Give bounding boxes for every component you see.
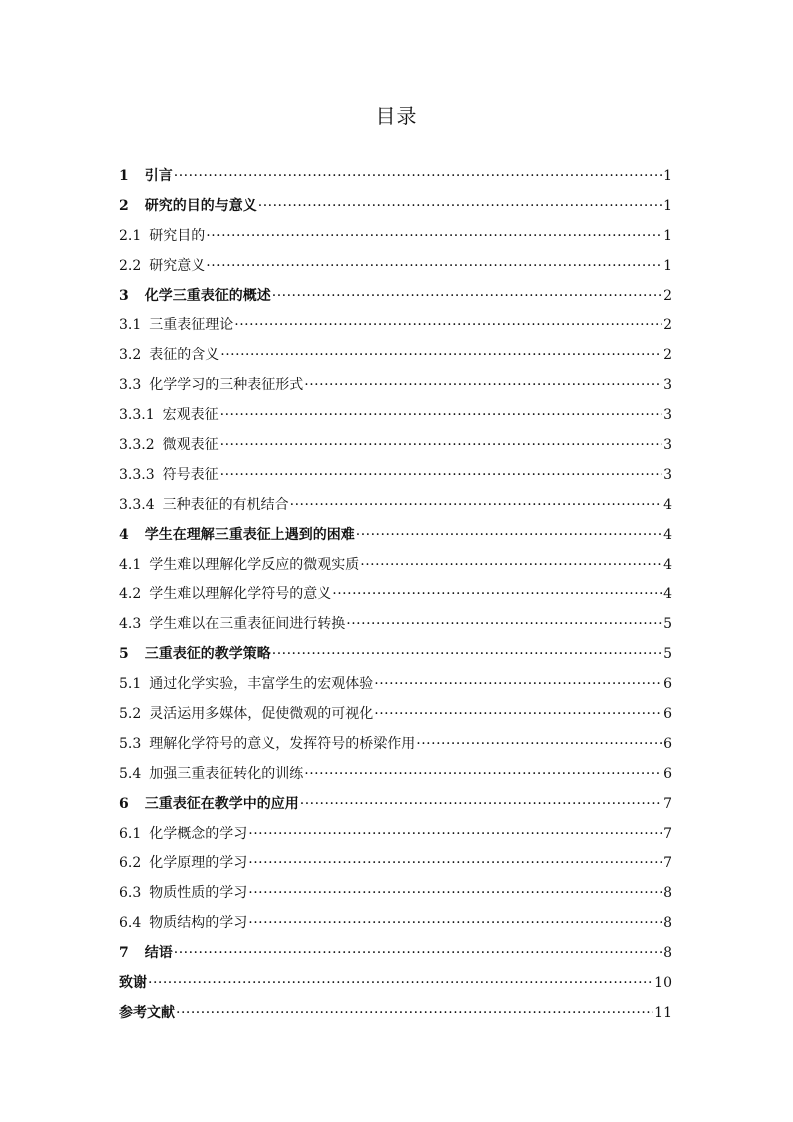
toc-entry[interactable] — [119, 162, 672, 192]
toc-entry-number: 6 — [119, 795, 129, 812]
toc-entry-title: 灵活运用多媒体，促使微观的可视化 — [149, 706, 374, 723]
toc-entry-number: 3.1 — [119, 317, 142, 334]
toc-entry-number: 6.2 — [119, 855, 142, 872]
dot-leader — [234, 311, 662, 341]
toc-entry[interactable] — [119, 790, 672, 820]
toc-entry[interactable] — [119, 730, 672, 760]
toc-entry-page-number: 10 — [654, 975, 672, 992]
toc-entry-page-number: 6 — [663, 676, 672, 693]
toc-entry-title: 化学学习的三种表征形式 — [149, 377, 304, 394]
toc-entry-page-number: 6 — [663, 735, 672, 752]
dot-leader — [272, 640, 662, 670]
toc-entry[interactable] — [119, 969, 672, 999]
toc-entry-page-number: 8 — [663, 915, 672, 932]
toc-entry-page-number: 7 — [663, 855, 672, 872]
toc-entry-page-number: 3 — [663, 437, 672, 454]
toc-entry-title: 化学三重表征的概述 — [144, 287, 271, 304]
dot-leader — [206, 252, 662, 282]
toc-entry-page-number: 11 — [654, 1004, 672, 1021]
toc-entry-title: 学生难以在三重表征间进行转换 — [149, 616, 346, 633]
toc-entry-number: 3.2 — [119, 347, 142, 364]
toc-entry-number: 5.1 — [119, 676, 142, 693]
toc-entry[interactable] — [119, 401, 672, 431]
toc-entry-page-number: 8 — [663, 885, 672, 902]
dot-leader — [248, 879, 662, 909]
dot-leader — [300, 790, 662, 820]
toc-entry-title: 物质结构的学习 — [149, 915, 248, 932]
toc-entry-number: 6.4 — [119, 915, 142, 932]
toc-entry[interactable] — [119, 849, 672, 879]
dot-leader — [416, 730, 662, 760]
toc-entry-page-number: 4 — [663, 496, 672, 513]
toc-entry-page-number: 6 — [663, 706, 672, 723]
dot-leader — [374, 700, 662, 730]
toc-entry-title: 宏观表征 — [162, 407, 219, 424]
toc-entry[interactable] — [119, 820, 672, 850]
toc-entry-number: 3.3.2 — [119, 437, 155, 454]
toc-entry-page-number: 7 — [663, 795, 672, 812]
toc-entry[interactable] — [119, 670, 672, 700]
page-title: 目录 — [375, 104, 418, 128]
toc-entry-number: 3.3.1 — [119, 407, 155, 424]
toc-entry[interactable] — [119, 311, 672, 341]
dot-leader — [174, 162, 662, 192]
toc-entry[interactable] — [119, 371, 672, 401]
toc-entry-title: 化学原理的学习 — [149, 855, 248, 872]
toc-entry-number: 3.3 — [119, 377, 142, 394]
dot-leader — [304, 371, 662, 401]
dot-leader — [258, 192, 662, 222]
toc-entry-number: 5.4 — [119, 765, 142, 782]
toc-entry-page-number: 1 — [663, 197, 672, 214]
toc-entry-page-number: 3 — [663, 407, 672, 424]
toc-entry[interactable] — [119, 252, 672, 282]
dot-leader — [220, 341, 662, 371]
toc-entry-title: 学生难以理解化学符号的意义 — [149, 586, 332, 603]
dot-leader — [176, 999, 653, 1029]
toc-entry[interactable] — [119, 341, 672, 371]
toc-entry-page-number: 6 — [663, 765, 672, 782]
dot-leader — [248, 820, 662, 850]
toc-entry-title: 加强三重表征转化的训练 — [149, 765, 304, 782]
toc-entry[interactable] — [119, 580, 672, 610]
toc-entry-page-number: 2 — [663, 317, 672, 334]
dot-leader — [346, 610, 662, 640]
toc-entry[interactable] — [119, 909, 672, 939]
toc-entry-number: 4.3 — [119, 616, 142, 633]
toc-entry-title: 三重表征在教学中的应用 — [144, 795, 299, 812]
toc-entry[interactable] — [119, 879, 672, 909]
toc-entry-title: 三重表征理论 — [149, 317, 234, 334]
toc-entry-page-number: 5 — [663, 616, 672, 633]
toc-entry[interactable] — [119, 939, 672, 969]
toc-entry-title: 三重表征的教学策略 — [144, 646, 271, 663]
toc-entry-number: 2.1 — [119, 227, 142, 244]
toc-entry-page-number: 4 — [663, 586, 672, 603]
toc-entry-title: 引言 — [144, 168, 173, 184]
toc-entry-number: 2 — [119, 197, 129, 214]
toc-entry-title: 致谢 — [119, 975, 147, 992]
dot-leader — [174, 939, 662, 969]
toc-entry-page-number: 1 — [663, 227, 672, 244]
toc-entry-title: 参考文献 — [119, 1004, 175, 1021]
toc-entry-title: 研究的目的与意义 — [144, 197, 257, 214]
toc-entry-number: 5.2 — [119, 706, 142, 723]
toc-entry-title: 研究意义 — [149, 257, 206, 274]
dot-leader — [220, 431, 662, 461]
dot-leader — [248, 909, 662, 939]
toc-entry[interactable] — [119, 760, 672, 790]
dot-leader — [220, 461, 662, 491]
toc-entry-title: 三种表征的有机结合 — [162, 496, 289, 513]
toc-entry-page-number: 1 — [663, 257, 672, 274]
toc-entry-title: 理解化学符号的意义，发挥符号的桥梁作用 — [149, 735, 416, 752]
dot-leader — [220, 401, 662, 431]
toc-entry-number: 4.1 — [119, 556, 142, 573]
toc-entry-title: 学生难以理解化学反应的微观实质 — [149, 556, 360, 573]
toc-entry[interactable] — [119, 521, 672, 551]
toc-entry-page-number: 3 — [663, 466, 672, 483]
toc-entry-number: 3.3.3 — [119, 466, 155, 483]
dot-leader — [356, 521, 662, 551]
toc-entry-page-number: 1 — [663, 168, 672, 184]
toc-entry-title: 符号表征 — [162, 466, 219, 483]
toc-entry-page-number: 2 — [663, 347, 672, 364]
toc-entry-number: 6.3 — [119, 885, 142, 902]
toc-entry[interactable] — [119, 700, 672, 730]
toc-entry-number: 4.2 — [119, 586, 142, 603]
toc-entry-page-number: 2 — [663, 287, 672, 304]
toc-entry[interactable] — [119, 282, 672, 312]
toc-entry-title: 物质性质的学习 — [149, 885, 248, 902]
toc-entry[interactable] — [119, 461, 672, 491]
toc-entry[interactable] — [119, 222, 672, 252]
toc-entry-title: 通过化学实验，丰富学生的宏观体验 — [149, 676, 374, 693]
toc-entry[interactable] — [119, 610, 672, 640]
toc-entry-number: 3 — [119, 287, 129, 304]
toc-entry-title: 结语 — [144, 945, 173, 962]
toc-entry-page-number: 4 — [663, 556, 672, 573]
toc-entry-number: 3.3.4 — [119, 496, 155, 513]
toc-entry[interactable] — [119, 192, 672, 222]
toc-entry[interactable] — [119, 491, 672, 521]
toc-entry-number: 1 — [119, 168, 129, 184]
toc-entry-page-number: 7 — [663, 825, 672, 842]
toc-entry[interactable] — [119, 551, 672, 581]
toc-entry-number: 5.3 — [119, 735, 142, 752]
toc-entry[interactable] — [119, 431, 672, 461]
toc-entry-title: 表征的含义 — [149, 347, 220, 364]
toc-entry-page-number: 8 — [663, 945, 672, 962]
toc-entry-number: 7 — [119, 945, 129, 962]
toc-entry-page-number: 3 — [663, 377, 672, 394]
dot-leader — [248, 849, 662, 879]
toc-entry-title: 研究目的 — [149, 227, 206, 244]
dot-leader — [332, 580, 662, 610]
toc-entry-page-number: 4 — [663, 526, 672, 543]
toc-entry-title: 学生在理解三重表征上遇到的困难 — [144, 526, 355, 543]
toc-entry-number: 2.2 — [119, 257, 142, 274]
dot-leader — [148, 969, 653, 999]
toc-entry-number: 5 — [119, 646, 129, 663]
dot-leader — [290, 491, 662, 521]
dot-leader — [206, 222, 662, 252]
dot-leader — [304, 760, 662, 790]
toc-entry[interactable] — [119, 640, 672, 670]
table-of-contents — [119, 162, 672, 1029]
toc-entry-number: 6.1 — [119, 825, 142, 842]
toc-entry[interactable] — [119, 999, 672, 1029]
dot-leader — [374, 670, 662, 700]
toc-entry-title: 微观表征 — [162, 437, 219, 454]
dot-leader — [272, 282, 662, 312]
dot-leader — [360, 551, 662, 581]
toc-entry-page-number: 5 — [663, 646, 672, 663]
toc-entry-title: 化学概念的学习 — [149, 825, 248, 842]
toc-entry-number: 4 — [119, 526, 129, 543]
